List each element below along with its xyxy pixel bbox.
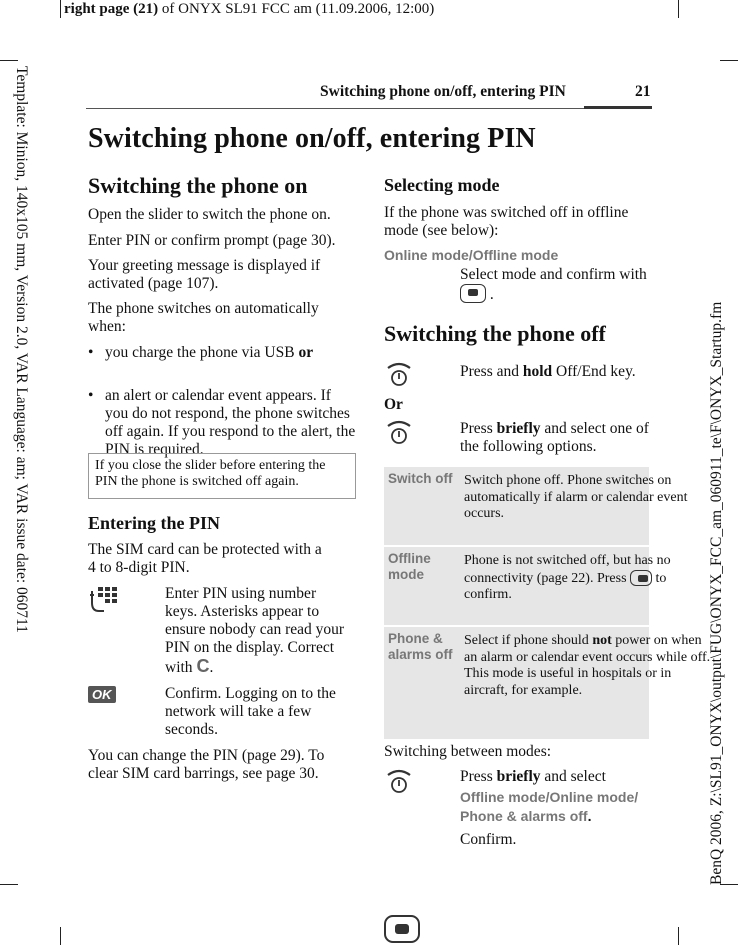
keypad-icon — [88, 585, 120, 613]
paragraph: Enter PIN or confirm prompt (page 30). — [88, 232, 336, 249]
table-value: Select if phone should not power on when an alarm or calendar event occurs while off. This mode is useful in hospitals or in aircraft, for example. — [464, 633, 711, 698]
paragraph: The phone switches on automatically when: — [88, 300, 319, 335]
center-key-icon — [630, 570, 652, 586]
table-row — [384, 627, 711, 739]
left-margin-text: Template: Minion, 140x105 mm, Version 2.0, VAR Language: am; VAR issue date: 060711 — [13, 66, 30, 633]
print-header-prefix: right page (21) — [64, 1, 159, 17]
keypad-description: Enter PIN using number keys. Asterisks appear to ensure nobody can read your PIN on the display. Correct with C. — [165, 585, 345, 676]
crop-mark — [0, 60, 18, 61]
switching-off-heading: Switching the phone off — [384, 321, 606, 346]
running-head-page-number: 21 — [635, 83, 651, 100]
press-select-text: Press briefly and select — [460, 768, 606, 785]
running-head-rule — [86, 108, 652, 109]
crop-mark — [678, 0, 679, 18]
press-hold-text: Press and hold Off/End key. — [460, 363, 636, 380]
crop-mark — [0, 884, 18, 885]
crop-mark — [678, 927, 679, 945]
menu-path: Online mode/Offline mode — [384, 247, 559, 263]
table-key: Phone & alarms off — [388, 631, 453, 662]
crop-mark — [60, 0, 61, 18]
bullet-item: • an alert or calendar event appears. If you do not respond, the phone switches off again. If you respond to the alert, the PIN is required. — [88, 387, 356, 459]
table-row — [384, 467, 688, 547]
running-head-title: Switching phone on/off, entering PIN — [320, 83, 566, 100]
crop-mark — [720, 60, 738, 61]
paragraph: If the phone was switched off in offline mode (see below): — [384, 204, 629, 239]
entering-pin-heading: Entering the PIN — [88, 513, 220, 533]
press-briefly-text: Press briefly and select one of the following options. — [460, 420, 649, 455]
table-value: Phone is not switched off, but has no connectivity (page 22). Press to confirm. — [464, 553, 671, 602]
ok-softkey-icon: OK — [88, 686, 116, 703]
end-key-icon — [384, 767, 414, 795]
print-header — [64, 1, 434, 18]
print-header-rest: of ONYX SL91 FCC am (11.09.2006, 12:00) — [158, 1, 435, 17]
running-head-rule-thick — [584, 106, 652, 109]
paragraph: Switching between modes: — [384, 743, 552, 760]
options-table — [384, 467, 711, 739]
bullet-item: • you charge the phone via USB or — [88, 344, 356, 362]
paragraph: You can change the PIN (page 29). To clear SIM card barrings, see page 30. — [88, 747, 325, 782]
table-row — [384, 547, 671, 627]
crop-mark — [60, 927, 61, 945]
paragraph: The SIM card can be protected with a 4 to 8-digit PIN. — [88, 541, 322, 576]
center-key-icon — [384, 915, 420, 943]
note-box: If you close the slider before entering the PIN the phone is switched off again. — [88, 453, 356, 499]
end-key-icon — [384, 418, 414, 446]
page-title: Switching phone on/off, entering PIN — [88, 123, 536, 154]
table-key: Offline mode — [388, 551, 431, 582]
center-key-icon — [460, 284, 486, 303]
paragraph: Your greeting message is displayed if activated (page 107). — [88, 257, 321, 292]
paragraph: Open the slider to switch the phone on. — [88, 206, 331, 223]
modes-list: Offline mode/Online mode/ Phone & alarms off. — [460, 789, 639, 824]
selecting-mode-heading: Selecting mode — [384, 175, 500, 195]
ok-description: Confirm. Logging on to the network will take a few seconds. — [165, 685, 336, 738]
confirm-text: Confirm. — [460, 831, 517, 848]
select-confirm-text: Select mode and confirm with . — [460, 266, 647, 303]
switching-on-heading: Switching the phone on — [88, 173, 308, 198]
or-label: Or — [384, 396, 403, 413]
table-key: Switch off — [388, 471, 453, 486]
c-key-glyph: C — [196, 656, 210, 676]
right-margin-text: BenQ 2006, Z:\SL91_ONYX\output\FUG\ONYX_FCC_am_060911_te\F\ONYX_Startup.fm — [708, 301, 725, 885]
table-value: Switch phone off. Phone switches on automatically if alarm or calendar event occurs. — [464, 473, 688, 521]
end-key-icon — [384, 360, 414, 388]
